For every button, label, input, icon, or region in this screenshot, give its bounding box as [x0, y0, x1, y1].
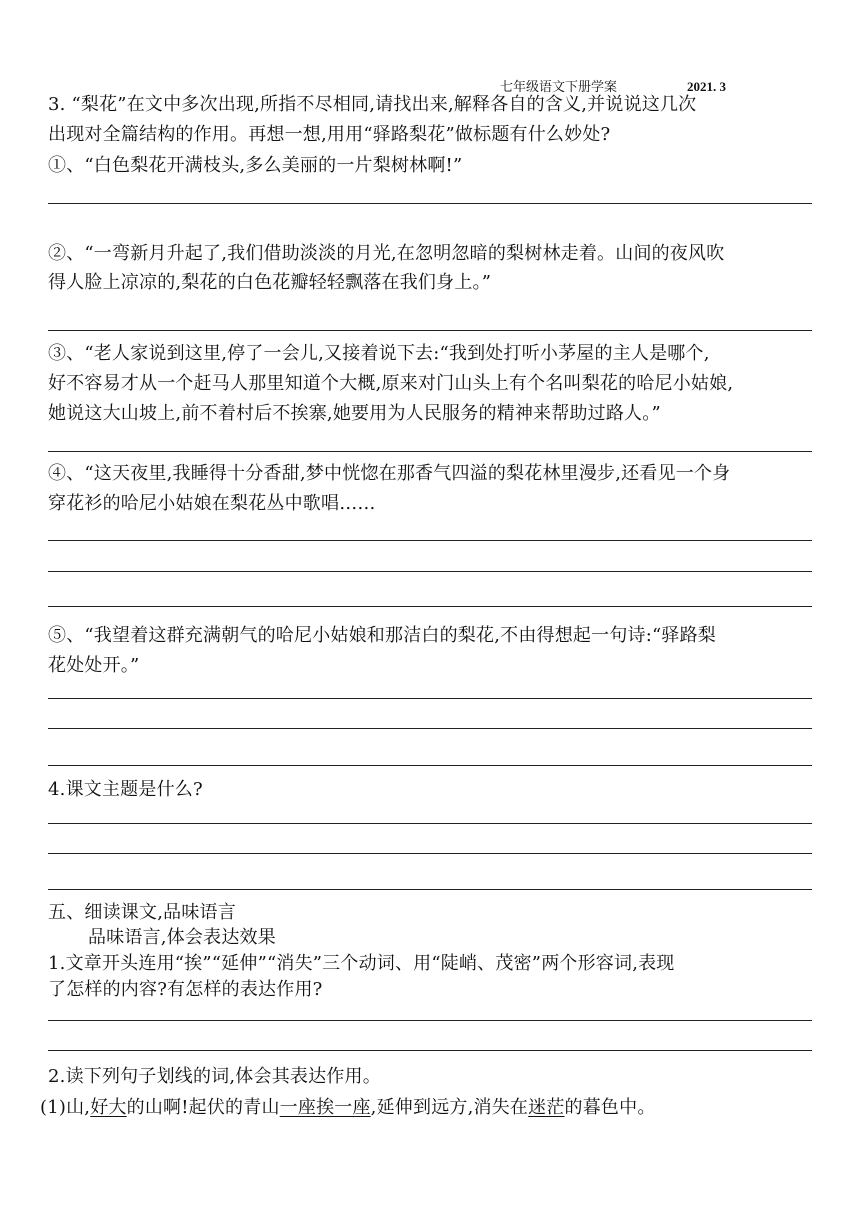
s5-q1-line1: 1.文章开头连用“挨”“延伸”“消失”三个动词、用“陡峭、茂密”两个形容词,表现	[48, 953, 675, 974]
answer-line	[48, 203, 812, 204]
header-date: 2021. 3	[687, 79, 727, 94]
answer-line	[48, 889, 812, 890]
answer-line	[48, 330, 812, 331]
q3-item-3-line1: ③、“老人家说到这里,停了一会儿,又接着说下去:“我到处打听小茅屋的主人是哪个,	[48, 343, 710, 364]
q3-prompt-line2: 出现对全篇结构的作用。再想一想,用用“驿路梨花”做标题有什么妙处?	[48, 124, 611, 145]
answer-line	[48, 728, 812, 729]
answer-line	[48, 540, 812, 541]
sentence-part: 的暮色中。	[564, 1097, 656, 1118]
underlined-word: 好大	[90, 1097, 127, 1118]
answer-line	[48, 823, 812, 824]
answer-line	[48, 1020, 812, 1021]
course-title: 七年级语文下册学案	[500, 80, 618, 95]
section5-title: 五、细读课文,品味语言	[48, 902, 236, 923]
answer-line	[48, 698, 812, 699]
answer-line	[48, 451, 812, 452]
q3-item-2-line1: ②、“一弯新月升起了,我们借助淡淡的月光,在忽明忽暗的梨树林走着。山间的夜风吹	[48, 243, 725, 264]
sentence-part: (1)山,	[40, 1097, 91, 1118]
answer-line	[48, 765, 812, 766]
sentence-part: 的山啊!起伏的青山	[126, 1097, 280, 1118]
answer-line	[48, 853, 812, 854]
q3-item-3-line3: 她说这大山坡上,前不着村后不挨寨,她要用为人民服务的精神来帮助过路人。”	[48, 403, 661, 424]
q4-prompt: 4.课文主题是什么?	[48, 779, 203, 800]
sentence-part: ,延伸到远方,消失在	[370, 1097, 529, 1118]
answer-line	[48, 606, 812, 607]
s5-q1-line2: 了怎样的内容?有怎样的表达作用?	[48, 979, 323, 1000]
q3-item-5-line2: 花处处开。”	[48, 655, 140, 676]
underlined-word: 迷茫	[528, 1097, 565, 1118]
q3-item-5-line1: ⑤、“我望着这群充满朝气的哈尼小姑娘和那洁白的梨花,不由得想起一句诗:“驿路梨	[48, 625, 716, 646]
q3-item-4-line1: ④、“这天夜里,我睡得十分香甜,梦中恍惚在那香气四溢的梨花林里漫步,还看见一个身	[48, 463, 731, 484]
underlined-word: 一座挨一座	[279, 1097, 371, 1118]
s5-q2-prompt: 2.读下列句子划线的词,体会其表达作用。	[48, 1066, 381, 1087]
q3-prompt-line1: 3. “梨花”在文中多次出现,所指不尽相同,请找出来,解释各自的含义,并说说这几次	[48, 94, 697, 115]
section5-subtitle: 品味语言,体会表达效果	[88, 927, 276, 948]
q3-item-1-line1: ①、“白色梨花开满枝头,多么美丽的一片梨树林啊!”	[48, 155, 463, 176]
q3-item-3-line2: 好不容易才从一个赶马人那里知道个大概,原来对门山头上有个名叫梨花的哈尼小姑娘,	[48, 373, 734, 394]
answer-line	[48, 571, 812, 572]
s5-q2-sentence	[40, 1094, 804, 1122]
answer-line	[48, 1050, 812, 1051]
q3-item-4-line2: 穿花衫的哈尼小姑娘在梨花丛中歌唱……	[48, 493, 376, 514]
q3-item-2-line2: 得人脸上凉凉的,梨花的白色花瓣轻轻飘落在我们身上。”	[48, 272, 492, 293]
